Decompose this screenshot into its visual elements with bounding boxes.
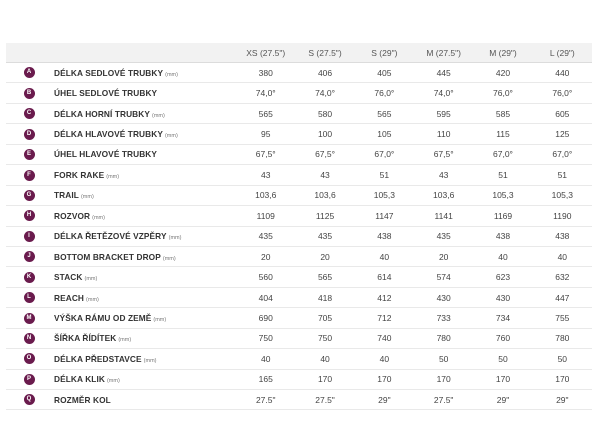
row-badge-cell xyxy=(6,63,52,83)
row-label: DÉLKA SEDLOVÉ TRUBKY xyxy=(54,67,164,78)
row-badge: G xyxy=(24,190,35,201)
row-badge: H xyxy=(24,210,35,221)
header-row xyxy=(6,43,592,63)
row-value-cell: 170 xyxy=(295,369,354,389)
row-unit: (mm) xyxy=(165,71,178,78)
row-value-cell: 67,5° xyxy=(236,144,295,164)
row-unit: (mm) xyxy=(153,316,167,323)
row-value-cell: 780 xyxy=(414,328,473,348)
row-value-cell: 103,6 xyxy=(295,185,354,205)
row-badge: O xyxy=(24,353,35,364)
geometry-table-container xyxy=(6,43,592,410)
row-badge-cell xyxy=(6,144,52,164)
row-label-cell xyxy=(52,63,236,83)
header-size-xs-27: XS (27.5") xyxy=(236,43,295,63)
row-value-cell: 438 xyxy=(473,226,532,246)
row-value-cell: 380 xyxy=(236,63,295,83)
table-row xyxy=(6,390,592,410)
row-value-cell: 170 xyxy=(473,369,532,389)
row-value-cell: 574 xyxy=(414,267,473,287)
row-value-cell: 51 xyxy=(473,165,532,185)
row-value-cell: 740 xyxy=(355,328,414,348)
row-badge: D xyxy=(24,129,35,140)
row-value-cell: 1125 xyxy=(295,206,354,226)
table-row xyxy=(6,63,592,83)
row-value-cell: 1147 xyxy=(355,206,414,226)
row-unit: (mm) xyxy=(106,378,120,385)
row-value-cell: 67,5° xyxy=(414,144,473,164)
row-value-cell: 705 xyxy=(295,308,354,328)
table-row xyxy=(6,246,592,266)
row-value-cell: 20 xyxy=(414,246,473,266)
row-badge-cell xyxy=(6,328,52,348)
row-value-cell: 585 xyxy=(473,103,532,123)
row-value-cell: 125 xyxy=(533,124,592,144)
row-badge: L xyxy=(24,292,35,303)
row-label-cell xyxy=(52,328,236,348)
row-value-cell: 435 xyxy=(414,226,473,246)
row-value-cell: 43 xyxy=(295,165,354,185)
row-label-cell xyxy=(52,185,236,205)
table-row xyxy=(6,369,592,389)
row-badge: I xyxy=(24,231,35,242)
row-value-cell: 105,3 xyxy=(533,185,592,205)
row-value-cell: 103,6 xyxy=(236,185,295,205)
row-label-cell xyxy=(52,246,236,266)
row-badge-cell xyxy=(6,226,52,246)
row-value-cell: 1141 xyxy=(414,206,473,226)
row-value-cell: 50 xyxy=(473,349,532,369)
row-value-cell: 74,0° xyxy=(295,83,354,103)
row-value-cell: 27.5" xyxy=(414,390,473,410)
row-value-cell: 632 xyxy=(533,267,592,287)
table-row xyxy=(6,349,592,369)
row-value-cell: 595 xyxy=(414,103,473,123)
row-value-cell: 115 xyxy=(473,124,532,144)
row-value-cell: 40 xyxy=(355,246,414,266)
row-value-cell: 438 xyxy=(533,226,592,246)
row-badge-cell xyxy=(6,185,52,205)
row-value-cell: 623 xyxy=(473,267,532,287)
header-size-m-29: M (29") xyxy=(473,43,532,63)
row-badge: C xyxy=(24,108,35,119)
row-label: STACK xyxy=(54,272,83,283)
row-label-cell xyxy=(52,165,236,185)
row-value-cell: 712 xyxy=(355,308,414,328)
row-value-cell: 412 xyxy=(355,287,414,307)
row-value-cell: 76,0° xyxy=(533,83,592,103)
row-value-cell: 734 xyxy=(473,308,532,328)
row-badge-cell xyxy=(6,369,52,389)
row-value-cell: 690 xyxy=(236,308,295,328)
row-label-cell xyxy=(52,390,236,410)
header-cell-badge xyxy=(6,43,52,63)
row-value-cell: 100 xyxy=(295,124,354,144)
row-label-cell xyxy=(52,144,236,164)
row-label: TRAIL xyxy=(54,190,79,201)
header-size-s-27: S (27.5") xyxy=(295,43,354,63)
row-value-cell: 750 xyxy=(295,328,354,348)
row-value-cell: 440 xyxy=(533,63,592,83)
row-value-cell: 29" xyxy=(355,390,414,410)
row-value-cell: 50 xyxy=(533,349,592,369)
row-value-cell: 780 xyxy=(533,328,592,348)
row-value-cell: 435 xyxy=(295,226,354,246)
row-badge: F xyxy=(24,170,35,181)
row-badge-cell xyxy=(6,165,52,185)
row-unit: (mm) xyxy=(84,276,98,283)
row-badge: P xyxy=(24,374,35,385)
row-label: ÚHEL HLAVOVÉ TRUBKY xyxy=(54,149,158,160)
row-value-cell: 74,0° xyxy=(414,83,473,103)
row-value-cell: 20 xyxy=(236,246,295,266)
row-value-cell: 43 xyxy=(414,165,473,185)
row-value-cell: 170 xyxy=(533,369,592,389)
row-value-cell: 404 xyxy=(236,287,295,307)
row-value-cell: 105,3 xyxy=(355,185,414,205)
row-label-cell xyxy=(52,83,236,103)
row-value-cell: 40 xyxy=(236,349,295,369)
row-badge: A xyxy=(24,67,35,78)
row-value-cell: 67,0° xyxy=(533,144,592,164)
row-badge: M xyxy=(24,313,35,324)
row-badge: E xyxy=(24,149,35,160)
row-value-cell: 40 xyxy=(295,349,354,369)
row-unit: (mm) xyxy=(106,173,120,180)
header-size-l-29: L (29") xyxy=(533,43,592,63)
row-badge-cell xyxy=(6,124,52,144)
row-badge-cell xyxy=(6,390,52,410)
row-value-cell: 438 xyxy=(355,226,414,246)
row-value-cell: 406 xyxy=(295,63,354,83)
row-value-cell: 170 xyxy=(355,369,414,389)
row-value-cell: 51 xyxy=(355,165,414,185)
row-badge: K xyxy=(24,272,35,283)
row-value-cell: 76,0° xyxy=(355,83,414,103)
row-unit: (mm) xyxy=(168,235,182,242)
table-row xyxy=(6,328,592,348)
row-label: DÉLKA KLIK xyxy=(54,374,105,385)
row-value-cell: 29" xyxy=(473,390,532,410)
row-value-cell: 430 xyxy=(414,287,473,307)
row-value-cell: 580 xyxy=(295,103,354,123)
header-cell-label xyxy=(52,43,236,63)
row-label: DÉLKA PŘEDSTAVCE xyxy=(54,353,142,364)
row-value-cell: 40 xyxy=(355,349,414,369)
row-value-cell: 565 xyxy=(295,267,354,287)
row-label: DÉLKA ŘETĚZOVÉ VZPĚRY xyxy=(54,231,167,242)
table-row xyxy=(6,144,592,164)
row-value-cell: 170 xyxy=(414,369,473,389)
row-label-cell xyxy=(52,369,236,389)
row-value-cell: 1169 xyxy=(473,206,532,226)
row-label-cell xyxy=(52,124,236,144)
row-badge: Q xyxy=(24,394,35,405)
row-value-cell: 435 xyxy=(236,226,295,246)
row-value-cell: 67,5° xyxy=(295,144,354,164)
row-value-cell: 165 xyxy=(236,369,295,389)
row-value-cell: 20 xyxy=(295,246,354,266)
row-unit: (mm) xyxy=(162,255,176,262)
row-label: ÚHEL SEDLOVÉ TRUBKY xyxy=(54,88,158,99)
row-value-cell: 110 xyxy=(414,124,473,144)
table-row xyxy=(6,124,592,144)
row-value-cell: 50 xyxy=(414,349,473,369)
row-label-cell xyxy=(52,308,236,328)
row-unit: (mm) xyxy=(143,357,157,364)
row-label: REACH xyxy=(54,292,85,303)
row-label: ŠÍŘKA ŘÍDÍTEK xyxy=(54,333,117,344)
table-row xyxy=(6,165,592,185)
row-value-cell: 420 xyxy=(473,63,532,83)
row-label-cell xyxy=(52,287,236,307)
row-unit: (mm) xyxy=(152,112,165,119)
header-size-m-27: M (27.5") xyxy=(414,43,473,63)
header-size-s-29: S (29") xyxy=(355,43,414,63)
row-label: ROZVOR xyxy=(54,210,91,221)
row-label: BOTTOM BRACKET DROP xyxy=(54,251,161,262)
table-row xyxy=(6,308,592,328)
row-value-cell: 103,6 xyxy=(414,185,473,205)
row-unit: (mm) xyxy=(86,296,99,303)
row-value-cell: 760 xyxy=(473,328,532,348)
row-value-cell: 447 xyxy=(533,287,592,307)
row-value-cell: 430 xyxy=(473,287,532,307)
row-value-cell: 51 xyxy=(533,165,592,185)
row-value-cell: 74,0° xyxy=(236,83,295,103)
row-badge-cell xyxy=(6,349,52,369)
table-row xyxy=(6,103,592,123)
row-badge: B xyxy=(24,88,35,99)
table-row xyxy=(6,83,592,103)
row-value-cell: 40 xyxy=(473,246,532,266)
row-value-cell: 560 xyxy=(236,267,295,287)
row-value-cell: 614 xyxy=(355,267,414,287)
row-label: DÉLKA HORNÍ TRUBKY xyxy=(54,108,150,119)
row-label-cell xyxy=(52,349,236,369)
table-row xyxy=(6,226,592,246)
row-label: DÉLKA HLAVOVÉ TRUBKY xyxy=(54,129,163,140)
row-value-cell: 43 xyxy=(236,165,295,185)
row-value-cell: 105,3 xyxy=(473,185,532,205)
row-value-cell: 418 xyxy=(295,287,354,307)
row-value-cell: 1190 xyxy=(533,206,592,226)
row-badge-cell xyxy=(6,206,52,226)
row-unit: (mm) xyxy=(118,337,132,344)
table-row xyxy=(6,267,592,287)
row-unit: (mm) xyxy=(92,214,105,221)
row-value-cell: 67,0° xyxy=(473,144,532,164)
row-value-cell: 95 xyxy=(236,124,295,144)
table-row xyxy=(6,206,592,226)
row-label: VÝŠKA RÁMU OD ZEMĚ xyxy=(54,312,152,323)
row-value-cell: 755 xyxy=(533,308,592,328)
row-badge-cell xyxy=(6,267,52,287)
row-unit: (mm) xyxy=(80,194,94,201)
row-value-cell: 733 xyxy=(414,308,473,328)
row-badge-cell xyxy=(6,308,52,328)
row-value-cell: 27.5" xyxy=(295,390,354,410)
row-label: FORK RAKE xyxy=(54,169,105,180)
row-value-cell: 40 xyxy=(533,246,592,266)
row-value-cell: 750 xyxy=(236,328,295,348)
table-row xyxy=(6,185,592,205)
row-value-cell: 445 xyxy=(414,63,473,83)
row-value-cell: 565 xyxy=(236,103,295,123)
row-label: ROZMĚR KOL xyxy=(54,394,111,405)
row-label-cell xyxy=(52,226,236,246)
row-badge: N xyxy=(24,333,35,344)
row-unit: (mm) xyxy=(164,133,178,140)
row-value-cell: 67,0° xyxy=(355,144,414,164)
row-value-cell: 405 xyxy=(355,63,414,83)
row-badge-cell xyxy=(6,83,52,103)
row-value-cell: 76,0° xyxy=(473,83,532,103)
row-badge-cell xyxy=(6,246,52,266)
row-value-cell: 105 xyxy=(355,124,414,144)
row-badge-cell xyxy=(6,103,52,123)
row-label-cell xyxy=(52,267,236,287)
geometry-table xyxy=(6,43,592,410)
row-value-cell: 565 xyxy=(355,103,414,123)
row-badge-cell xyxy=(6,287,52,307)
row-label-cell xyxy=(52,103,236,123)
row-value-cell: 605 xyxy=(533,103,592,123)
row-value-cell: 27.5" xyxy=(236,390,295,410)
row-badge: J xyxy=(24,251,35,262)
row-label-cell xyxy=(52,206,236,226)
row-value-cell: 29" xyxy=(533,390,592,410)
table-row xyxy=(6,287,592,307)
row-value-cell: 1109 xyxy=(236,206,295,226)
